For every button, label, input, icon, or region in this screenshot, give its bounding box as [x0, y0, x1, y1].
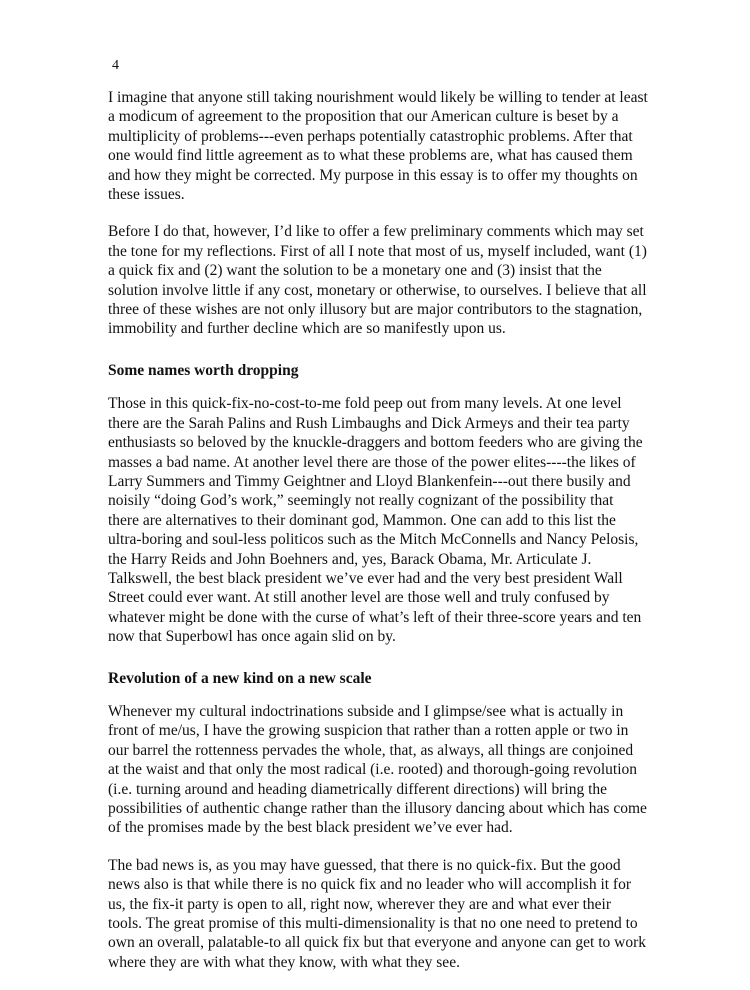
page-number: 4 — [112, 58, 119, 73]
essay-body — [108, 88, 648, 990]
revolution-paragraph-1: Whenever my cultural indoctrinations subside and I glimpse/see what is actually in front of me/us, I have the growing suspicion that rather than a rotten apple or two in our barrel the rottenness pervades the whole, that, as always, all things are conjoined at the waist and that only the most radical (i.e. rooted) and thorough-going revolution (i.e. turning around and heading diametrically different directions) will bring the possibilities of authentic change rather than the illusory dancing about which has come of the promises made by the best black president we’ve ever had. — [108, 702, 647, 837]
intro-paragraph-1: I imagine that anyone still taking nourishment would likely be willing to tender at least a modicum of agreement to the proposition that our American culture is beset by a multiplicity of problems---even perhaps potentially catastrophic problems. After that one would find little agreement as to what these problems are, what has caused them and how they might be corrected. My purpose in this essay is to offer my thoughts on these issues. — [108, 89, 648, 204]
section-heading-revolution: Revolution of a new kind on a new scale — [108, 669, 372, 687]
intro-paragraph-2: Before I do that, however, I’d like to offer a few preliminary comments which may set the tone for my reflections. First of all I note that most of us, myself included, want (1) a quick fix and (2) want the solution to be a monetary one and (3) insist that the solution involve little if any cost, monetary or otherwise, to ourselves. I believe that all three of these wishes are not only illusory but are major contributors to the stagnation, immobility and further decline which are so manifestly upon us. — [108, 223, 647, 338]
revolution-paragraph-2: The bad news is, as you may have guessed, that there is no quick-fix. But the good news also is that while there is no quick fix and no leader who will accomplish it for us, the fix-it party is open to all, right now, wherever they are and what ever their tools. The great promise of this multi-dimensionality is that no one need to pretend to own an overall, palatable-to all quick fix but that everyone and anyone can get to work where they are with what they know, with what they see. — [108, 856, 647, 971]
names-paragraph-1: Those in this quick-fix-no-cost-to-me fold peep out from many levels. At one level there are the Sarah Palins and Rush Limbaughs and Dick Armeys and their tea party enthusiasts so beloved by the knuckle-draggers and bottom feeders who are giving the masses a bad name. At another level there are those of the power elites----the likes of Larry Summers and Timmy Geightner and Lloyd Blankenfein---out there busily and noisily “doing God’s work,” seemingly not really cognizant of the possibility that there are alternatives to their dominant god, Mammon. One can add to this list the ultra-boring and soul-less politicos such as the Mitch McConnells and Nancy Pelosis, the Harry Reids and John Boehners and, yes, Barack Obama, Mr. Articulate J. Talkswell, the best black president we’ve ever had and the very best president Wall Street could ever want. At still another level are those well and truly confused by whatever might be done with the curse of what’s left of their three-score years and ten now that Superbowl has once again slid on by. — [108, 395, 643, 646]
section-heading-names: Some names worth dropping — [108, 361, 299, 379]
